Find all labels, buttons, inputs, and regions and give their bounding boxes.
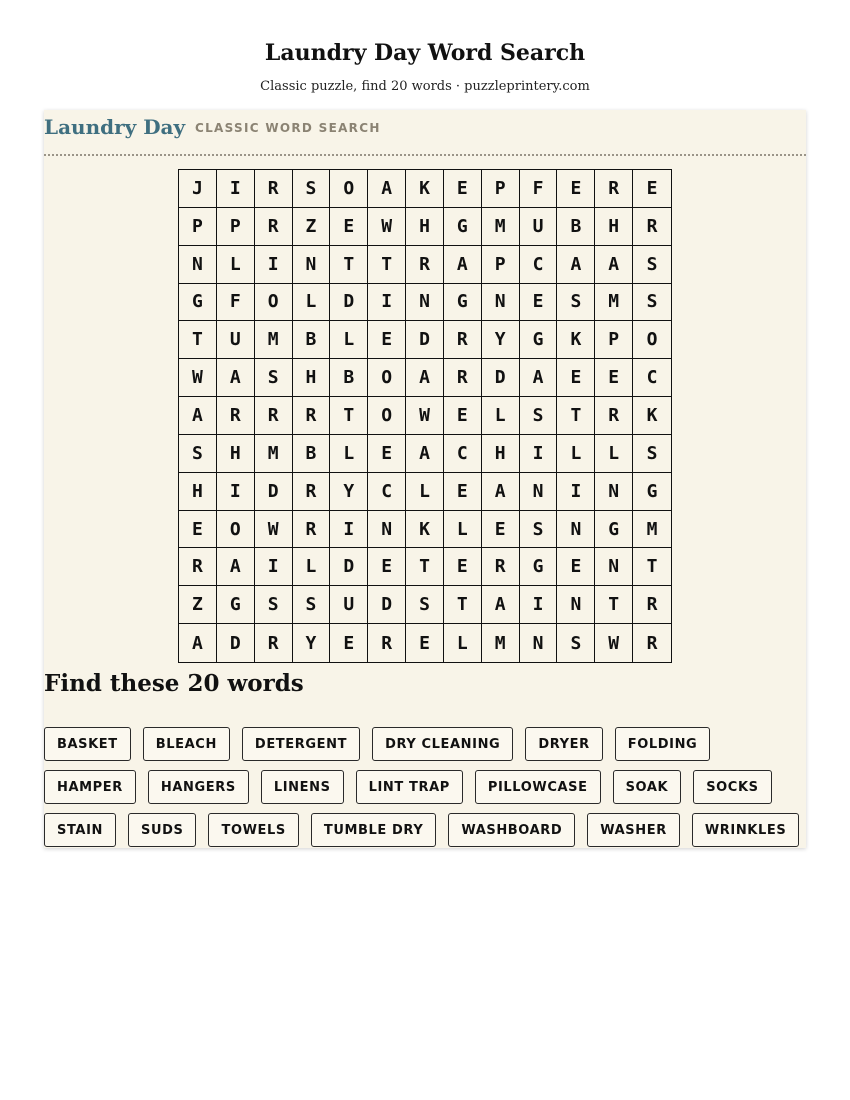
word-chip[interactable]: LINT TRAP	[356, 770, 463, 804]
grid-cell[interactable]: R	[293, 397, 331, 435]
grid-cell[interactable]: N	[179, 246, 217, 284]
grid-cell[interactable]: K	[406, 511, 444, 549]
grid-cell[interactable]: T	[444, 586, 482, 624]
page-subtitle: Classic puzzle, find 20 words · puzzleprintery.com	[260, 79, 590, 94]
grid-cell[interactable]: A	[179, 397, 217, 435]
grid-cell[interactable]: R	[633, 208, 671, 246]
grid-cell[interactable]: E	[482, 511, 520, 549]
grid-cell[interactable]: C	[520, 246, 558, 284]
grid-cell[interactable]: E	[444, 473, 482, 511]
grid-cell[interactable]: T	[330, 397, 368, 435]
grid-cell[interactable]: E	[368, 435, 406, 473]
word-chip[interactable]: TUMBLE DRY	[311, 813, 436, 847]
grid-cell[interactable]: M	[482, 624, 520, 662]
grid-cell[interactable]: E	[520, 284, 558, 322]
grid-cell[interactable]: R	[633, 586, 671, 624]
word-chip[interactable]: TOWELS	[208, 813, 298, 847]
word-chip[interactable]: WASHER	[587, 813, 680, 847]
grid-cell[interactable]: W	[595, 624, 633, 662]
grid-cell[interactable]: Y	[482, 321, 520, 359]
grid-cell[interactable]: W	[368, 208, 406, 246]
grid-cell[interactable]: I	[330, 511, 368, 549]
grid-cell[interactable]: B	[293, 435, 331, 473]
grid-cell[interactable]: P	[179, 208, 217, 246]
grid-cell[interactable]: C	[368, 473, 406, 511]
grid-cell[interactable]: H	[217, 435, 255, 473]
grid-cell[interactable]: N	[293, 246, 331, 284]
grid-cell[interactable]: L	[293, 548, 331, 586]
grid-cell[interactable]: A	[520, 359, 558, 397]
grid-cell[interactable]: C	[633, 359, 671, 397]
grid-cell[interactable]: B	[293, 321, 331, 359]
word-chip[interactable]: STAIN	[44, 813, 116, 847]
grid-cell[interactable]: I	[217, 473, 255, 511]
grid-cell[interactable]: L	[406, 473, 444, 511]
grid-cell[interactable]: G	[444, 284, 482, 322]
grid-cell[interactable]: T	[368, 246, 406, 284]
grid-cell[interactable]: L	[444, 624, 482, 662]
grid-cell[interactable]: N	[557, 511, 595, 549]
grid-cell[interactable]: I	[217, 170, 255, 208]
grid-cell[interactable]: H	[482, 435, 520, 473]
grid-cell[interactable]: W	[406, 397, 444, 435]
grid-cell[interactable]: Y	[330, 473, 368, 511]
grid-cell[interactable]: R	[646, 632, 658, 654]
grid-cell[interactable]: I	[255, 246, 293, 284]
grid-cell[interactable]: A	[217, 548, 255, 586]
grid-cell[interactable]: M	[482, 208, 520, 246]
grid-cell[interactable]: K	[406, 170, 444, 208]
grid-cell[interactable]: A	[179, 624, 217, 662]
grid-cell[interactable]: H	[595, 208, 633, 246]
grid-cell[interactable]: U	[520, 208, 558, 246]
grid-cell[interactable]: N	[406, 284, 444, 322]
grid-cell[interactable]: T	[633, 548, 671, 586]
grid-cell[interactable]: N	[368, 511, 406, 549]
grid-cell[interactable]: A	[406, 435, 444, 473]
word-chip[interactable]: BASKET	[44, 727, 131, 761]
grid-cell[interactable]: M	[255, 435, 293, 473]
word-chip[interactable]: PILLOWCASE	[475, 770, 601, 804]
grid-cell[interactable]: Z	[179, 586, 217, 624]
grid-cell[interactable]: L	[482, 397, 520, 435]
grid-cell[interactable]: S	[633, 246, 671, 284]
grid-cell[interactable]: E	[368, 548, 406, 586]
grid-cell[interactable]: E	[557, 548, 595, 586]
grid-cell[interactable]: L	[330, 321, 368, 359]
grid-cell[interactable]: R	[406, 246, 444, 284]
grid-cell[interactable]: A	[444, 246, 482, 284]
grid-cell[interactable]: K	[557, 321, 595, 359]
grid-cell[interactable]: A	[406, 359, 444, 397]
brand-title: Laundry Day	[44, 115, 186, 139]
grid-cell[interactable]: G	[444, 208, 482, 246]
grid-cell[interactable]: F	[520, 170, 558, 208]
grid-cell[interactable]: P	[482, 246, 520, 284]
grid-cell[interactable]: D	[217, 624, 255, 662]
grid-cell[interactable]: O	[217, 511, 255, 549]
word-list-heading: Find these 20 words	[44, 670, 304, 697]
word-chip[interactable]: DETERGENT	[242, 727, 360, 761]
grid-cell[interactable]: C	[444, 435, 482, 473]
grid-cell[interactable]: N	[595, 548, 633, 586]
grid-cell[interactable]: B	[557, 208, 595, 246]
word-bank	[44, 727, 806, 847]
grid-cell[interactable]: T	[406, 548, 444, 586]
grid-cell[interactable]: R	[482, 548, 520, 586]
grid-cell[interactable]: E	[595, 359, 633, 397]
grid-cell[interactable]: G	[595, 511, 633, 549]
grid-cell[interactable]: O	[368, 397, 406, 435]
grid-cell[interactable]: E	[633, 170, 671, 208]
grid-cell[interactable]: Z	[293, 208, 331, 246]
letter-grid	[178, 169, 672, 663]
card-header	[44, 110, 806, 156]
word-chip[interactable]: HAMPER	[44, 770, 136, 804]
puzzle-type-label: CLASSIC WORD SEARCH	[195, 121, 381, 135]
grid-cell[interactable]: E	[557, 359, 595, 397]
grid-cell[interactable]: H	[293, 359, 331, 397]
grid-cell[interactable]: S	[633, 435, 671, 473]
grid-cell[interactable]: R	[255, 624, 293, 662]
grid-cell[interactable]: I	[520, 435, 558, 473]
grid-cell[interactable]: D	[255, 473, 293, 511]
grid-cell[interactable]: T	[557, 397, 595, 435]
grid-cell[interactable]: P	[595, 321, 633, 359]
grid-cell[interactable]: P	[217, 208, 255, 246]
grid-cell[interactable]: L	[595, 435, 633, 473]
word-chip[interactable]: LINENS	[261, 770, 344, 804]
grid-cell[interactable]: E	[368, 321, 406, 359]
word-chip[interactable]: DRY CLEANING	[372, 727, 513, 761]
grid-cell[interactable]: E	[179, 511, 217, 549]
word-chip[interactable]: DRYER	[525, 727, 602, 761]
grid-cell[interactable]: R	[444, 321, 482, 359]
grid-cell[interactable]: O	[255, 284, 293, 322]
grid-cell[interactable]: A	[217, 359, 255, 397]
grid-cell[interactable]: E	[444, 397, 482, 435]
puzzle-card	[44, 110, 806, 848]
grid-cell[interactable]: S	[633, 284, 671, 322]
grid-cell[interactable]: N	[520, 473, 558, 511]
word-chip[interactable]: SOCKS	[693, 770, 771, 804]
grid-cell[interactable]: H	[406, 208, 444, 246]
word-chip[interactable]: SUDS	[128, 813, 196, 847]
grid-cell[interactable]: S	[406, 586, 444, 624]
grid-cell[interactable]: T	[330, 246, 368, 284]
word-chip[interactable]: WRINKLES	[692, 813, 799, 847]
grid-cell[interactable]: S	[520, 397, 558, 435]
page-title: Laundry Day Word Search	[264, 40, 586, 66]
grid-cell[interactable]: L	[557, 435, 595, 473]
grid-cell[interactable]: N	[520, 624, 558, 662]
grid-cell[interactable]: E	[330, 208, 368, 246]
grid-cell[interactable]: O	[368, 359, 406, 397]
grid-cell[interactable]: L	[444, 511, 482, 549]
grid-cell[interactable]: W	[179, 359, 217, 397]
word-chip[interactable]: SOAK	[613, 770, 682, 804]
grid-cell[interactable]: R	[293, 473, 331, 511]
grid-cell[interactable]: N	[595, 473, 633, 511]
grid-cell[interactable]: A	[482, 473, 520, 511]
grid-cell[interactable]: L	[330, 435, 368, 473]
grid-cell[interactable]: R	[217, 397, 255, 435]
grid-cell[interactable]: D	[368, 586, 406, 624]
grid-cell[interactable]: D	[482, 359, 520, 397]
grid-cell[interactable]: E	[330, 624, 368, 662]
word-chip[interactable]: FOLDING	[615, 727, 711, 761]
grid-cell[interactable]: M	[633, 511, 671, 549]
grid-cell[interactable]: E	[444, 548, 482, 586]
grid-cell[interactable]: D	[406, 321, 444, 359]
grid-cell[interactable]: E	[406, 624, 444, 662]
grid-cell[interactable]: I	[368, 284, 406, 322]
grid-cell[interactable]: R	[293, 511, 331, 549]
grid-cell[interactable]: E	[444, 170, 482, 208]
grid-cell[interactable]: P	[482, 170, 520, 208]
grid-cell[interactable]: O	[330, 170, 368, 208]
grid-cell[interactable]: G	[520, 321, 558, 359]
grid-cell[interactable]: E	[557, 170, 595, 208]
grid-cell[interactable]: D	[330, 548, 368, 586]
grid-cell[interactable]: G	[633, 473, 671, 511]
grid-cell[interactable]: S	[520, 511, 558, 549]
grid-cell[interactable]: T	[179, 321, 217, 359]
grid-cell[interactable]: F	[217, 284, 255, 322]
grid-cell[interactable]: I	[520, 586, 558, 624]
grid-cell[interactable]: I	[255, 548, 293, 586]
grid-cell[interactable]: S	[255, 359, 293, 397]
grid-cell[interactable]: R	[255, 208, 293, 246]
grid-cell[interactable]: R	[179, 548, 217, 586]
grid-cell[interactable]: R	[255, 397, 293, 435]
word-chip[interactable]: BLEACH	[143, 727, 230, 761]
grid-cell[interactable]: W	[255, 511, 293, 549]
grid-cell[interactable]: S	[293, 170, 331, 208]
grid-cell[interactable]: A	[595, 246, 633, 284]
grid-cell[interactable]: A	[482, 586, 520, 624]
grid-cell[interactable]: G	[520, 548, 558, 586]
grid-cell[interactable]: S	[557, 624, 595, 662]
grid-cell[interactable]: A	[368, 170, 406, 208]
grid-cell[interactable]: I	[557, 473, 595, 511]
word-chip[interactable]: WASHBOARD	[448, 813, 575, 847]
grid-cell[interactable]: A	[557, 246, 595, 284]
grid-cell[interactable]: G	[179, 284, 217, 322]
grid-cell[interactable]: K	[633, 397, 671, 435]
grid-cell[interactable]: N	[557, 586, 595, 624]
grid-cell[interactable]: H	[179, 473, 217, 511]
grid-cell[interactable]: R	[595, 170, 633, 208]
grid-cell[interactable]: T	[595, 586, 633, 624]
grid-cell[interactable]: J	[179, 170, 217, 208]
grid-cell[interactable]: L	[293, 284, 331, 322]
grid-cell[interactable]: L	[217, 246, 255, 284]
grid-cell[interactable]: M	[255, 321, 293, 359]
grid-cell[interactable]: U	[330, 586, 368, 624]
grid-cell[interactable]: S	[557, 284, 595, 322]
grid-cell[interactable]: Y	[293, 624, 331, 662]
grid-cell[interactable]: O	[633, 321, 671, 359]
grid-cell[interactable]: G	[217, 586, 255, 624]
grid-cell[interactable]: B	[330, 359, 368, 397]
grid-cell[interactable]: R	[368, 624, 406, 662]
grid-cell[interactable]: S	[179, 435, 217, 473]
grid-cell[interactable]: R	[255, 170, 293, 208]
grid-cell[interactable]: R	[444, 359, 482, 397]
grid-cell[interactable]: N	[482, 284, 520, 322]
grid-cell[interactable]: R	[595, 397, 633, 435]
grid-cell[interactable]: M	[595, 284, 633, 322]
word-chip[interactable]: HANGERS	[148, 770, 249, 804]
grid-cell[interactable]: S	[255, 586, 293, 624]
grid-cell[interactable]: S	[293, 586, 331, 624]
grid-cell[interactable]: U	[217, 321, 255, 359]
grid-cell[interactable]: D	[330, 284, 368, 322]
